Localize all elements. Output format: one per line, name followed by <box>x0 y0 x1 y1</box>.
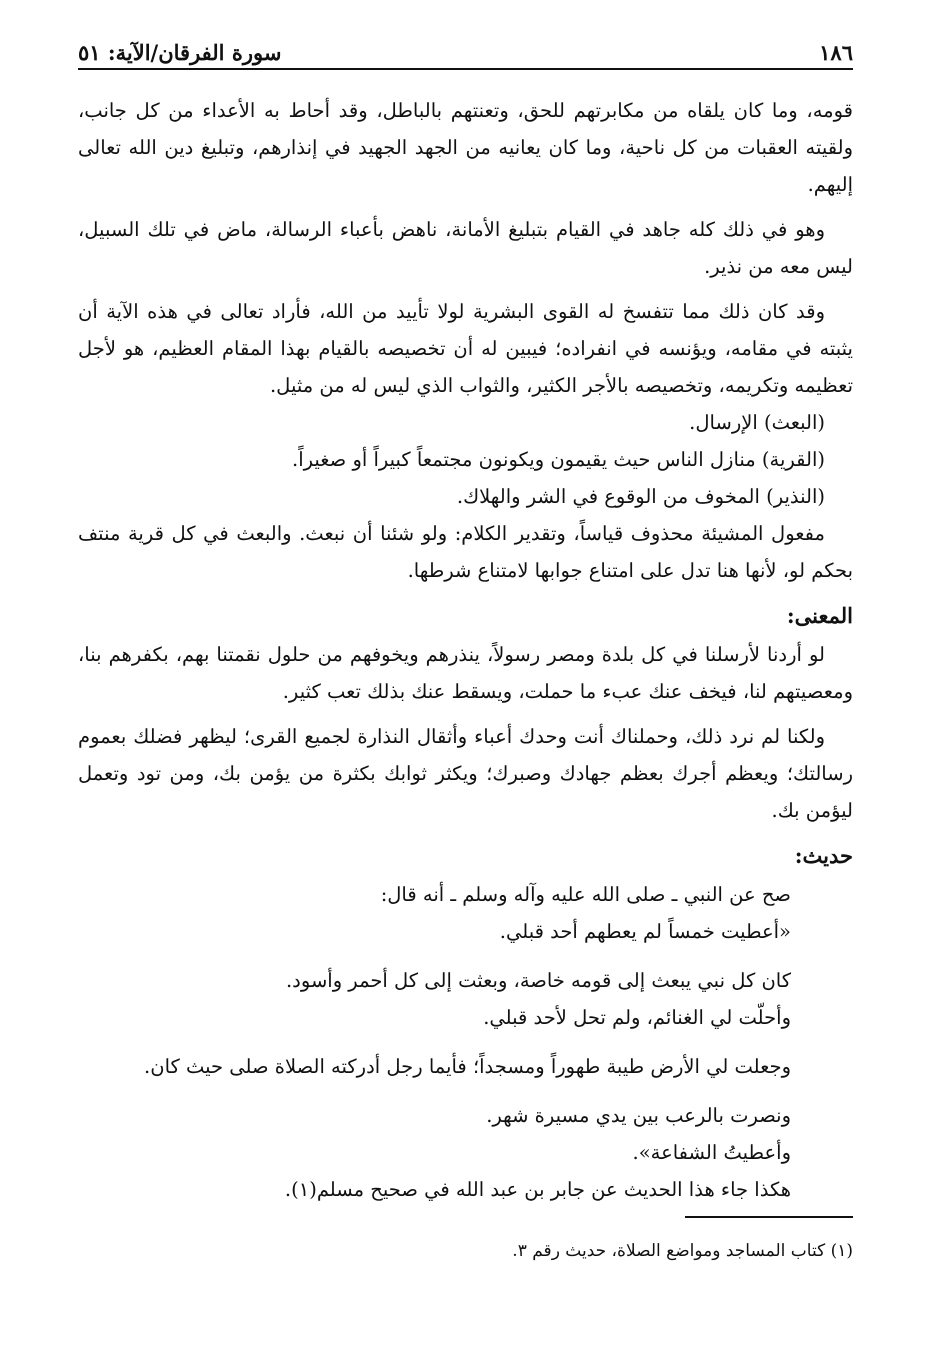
grammar-note: مفعول المشيئة محذوف قياساً، وتقدير الكلام: ولو شئنا أن نبعث. والبعث في كل قرية منتف بحكم لو، لأنها هنا تدل على امتناع جوابها لامتناع شرطها. <box>78 522 853 582</box>
footnote: (١) كتاب المساجد ومواضع الصلاة، حديث رقم ٣. <box>512 1241 853 1261</box>
meaning-paragraph-2: ولكنا لم نرد ذلك، وحملناك أنت وحدك أعباء وأثقال النذارة لجميع القرى؛ ليظهر فضلك بعموم رسالتك؛ ويعظم أجرك بعظم جهادك وصبرك؛ ويكثر ثوابك بكثرة من يؤمن بك، ومن تود وتعمل ليؤمن بك. <box>78 725 853 822</box>
hadith-line-4: وجعلت لي الأرض طيبة طهوراً ومسجداً؛ فأيما رجل أدركته الصلاة صلى حيث كان. <box>144 1055 791 1078</box>
hadith-source: هكذا جاء هذا الحديث عن جابر بن عبد الله في صحيح مسلم(١). <box>284 1178 791 1201</box>
definition-nadhir: (النذير) المخوف من الوقوع في الشر والهلاك. <box>456 485 825 508</box>
meaning-heading: المعنى: <box>786 603 853 628</box>
hadith-line-2: كان كل نبي يبعث إلى قومه خاصة، وبعثت إلى كل أحمر وأسود. <box>285 969 791 992</box>
paragraph-3: وقد كان ذلك مما تتفسخ له القوى البشرية لولا تأييد من الله، فأراد تعالى في هذه الآية أن يثبته في مقامه، ويؤنسه في انفراده؛ فيبين له أن تخصيصه بالقيام بهذا المقام العظيم، هو لأجل تعظيمه وتكريمه، وتخصيصه بالأجر الكثير، والثواب الذي ليس له من مثيل. <box>78 300 853 397</box>
paragraph-1: قومه، وما كان يلقاه من مكابرتهم للحق، وتعنتهم بالباطل، وقد أحاط به الأعداء من كل جانب، ولقيته العقبات من كل ناحية، وما كان يعانيه من الجهد الجهيد في إنذارهم، وتبليغ دين الله تعالى إليهم. <box>78 99 853 196</box>
hadith-line-6: وأعطيتُ الشفاعة». <box>632 1141 791 1164</box>
meaning-paragraph-1: لو أردنا لأرسلنا في كل بلدة ومصر رسولاً، ينذرهم ويخوفهم من حلول نقمتنا بهم، بكفرهم بنا، ومعصيتهم لنا، فيخف عنك عبء ما حملت، ويسقط عنك بذلك تعب كثير. <box>78 643 853 703</box>
running-title: سورة الفرقان/الآية: ٥١ <box>78 40 282 65</box>
hadith-line-1: «أعطيت خمساً لم يعطهم أحد قبلي. <box>499 920 791 943</box>
hadith-line-3: وأحلّت لي الغنائم، ولم تحل لأحد قبلي. <box>483 1006 791 1029</box>
paragraph-2: وهو في ذلك كله جاهد في القيام بتبليغ الأمانة، ناهض بأعباء الرسالة، ماض في تلك السبيل، ليس معه من نذير. <box>78 218 853 278</box>
footnote-divider <box>685 1216 853 1218</box>
hadith-intro: صح عن النبي ـ صلى الله عليه وآله وسلم ـ أنه قال: <box>380 883 791 906</box>
hadith-heading: حديث: <box>794 843 853 868</box>
definition-qarya: (القرية) منازل الناس حيث يقيمون ويكونون مجتمعاً كبيراً أو صغيراً. <box>292 448 825 471</box>
page-body <box>78 92 853 1208</box>
definition-bath: (البعث) الإرسال. <box>689 411 825 434</box>
page-number: ١٨٦ <box>819 40 853 65</box>
page-header <box>78 34 853 70</box>
hadith-line-5: ونصرت بالرعب بين يدي مسيرة شهر. <box>486 1104 791 1127</box>
